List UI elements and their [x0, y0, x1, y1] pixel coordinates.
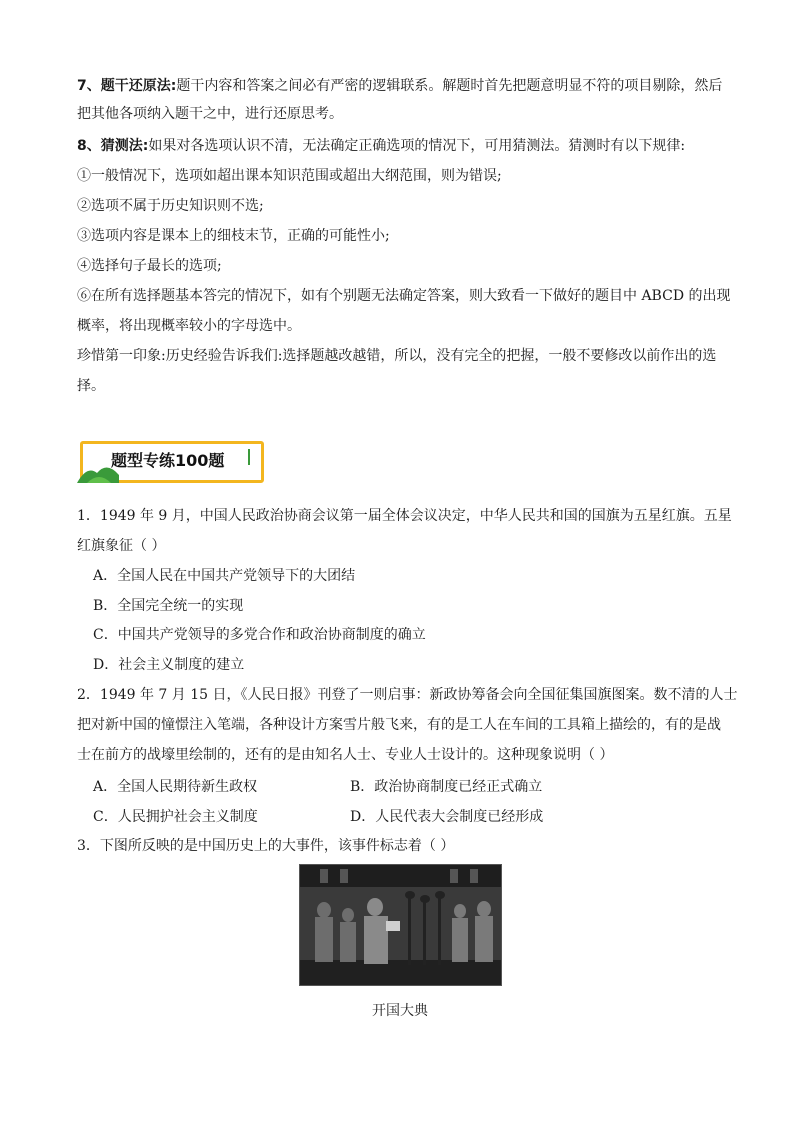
note-line2: 择。 — [77, 378, 105, 394]
tip-8 — [77, 136, 685, 156]
q2-option-c: C．人民拥护社会主义制度 — [93, 809, 258, 825]
q2-option-d: D．人民代表大会制度已经形成 — [350, 809, 544, 825]
rule-6-line2: 概率，将出现概率较小的字母选中。 — [77, 318, 301, 334]
banner-title: 题型专练100题 — [111, 451, 225, 470]
photo-caption: 开国大典 — [372, 1003, 428, 1019]
rule-3: ③选项内容是课本上的细枝末节，正确的可能性小; — [77, 228, 390, 244]
tip-7 — [77, 76, 722, 96]
rule-2: ②选项不属于历史知识则不选; — [77, 198, 264, 214]
section-banner — [77, 441, 262, 483]
q2-stem-line2: 把对新中国的憧憬注入笔端，各种设计方案雪片般飞来，有的是工人在车间的工具箱上描绘的，有的是战 — [77, 717, 721, 733]
q1-option-b: B．全国完全统一的实现 — [93, 598, 244, 614]
rule-1: ①一般情况下，选项如超出课本知识范围或超出大纲范围，则为错误; — [77, 168, 502, 184]
rule-4: ④选择句子最长的选项; — [77, 258, 222, 274]
q1-option-d: D．社会主义制度的建立 — [93, 657, 245, 673]
tip-7-text: 题干内容和答案之间必有严密的逻辑联系。解题时首先把题意明显不符的项目剔除，然后 — [176, 78, 723, 94]
q2-option-a: A．全国人民期待新生政权 — [93, 779, 258, 795]
ceremony-photo — [299, 864, 502, 986]
banner-accent — [248, 449, 250, 465]
note-line1: 珍惜第一印象:历史经验告诉我们:选择题越改越错，所以，没有完全的把握，一般不要修改以前作出的选 — [77, 348, 717, 364]
q3-stem: 3．下图所反映的是中国历史上的大事件，该事件标志着（ ） — [77, 838, 455, 854]
q1-stem-line2: 红旗象征（ ） — [77, 538, 166, 554]
q2-option-b: B．政治协商制度已经正式确立 — [350, 779, 543, 795]
q2-stem-line1: 2．1949 年 7 月 15 日，《人民日报》刊登了一则启事：新政协筹备会向全国征集国旗图案。数不清的人士 — [77, 687, 738, 703]
q1-option-c: C．中国共产党领导的多党合作和政治协商制度的确立 — [93, 627, 426, 643]
tip-7-title: 7、题干还原法: — [77, 78, 177, 94]
q1-option-a: A．全国人民在中国共产党领导下的大团结 — [93, 568, 356, 584]
q2-stem-line3: 士在前方的战壕里绘制的，还有的是由知名人士、专业人士设计的。这种现象说明（ ） — [77, 747, 614, 763]
rule-6-line1: ⑥在所有选择题基本答完的情况下，如有个别题无法确定答案，则大致看一下做好的题目中 ABCD 的出现 — [77, 288, 731, 304]
q1-stem-line1: 1．1949 年 9 月，中国人民政治协商会议第一届全体会议决定，中华人民共和国的国旗为五星红旗。五星 — [77, 508, 732, 524]
tip-7-line2: 把其他各项纳入题干之中，进行还原思考。 — [77, 106, 343, 122]
tip-8-title: 8、猜测法: — [77, 138, 149, 154]
tip-8-text: 如果对各选项认识不清，无法确定正确选项的情况下，可用猜测法。猜测时有以下规律: — [148, 138, 686, 154]
